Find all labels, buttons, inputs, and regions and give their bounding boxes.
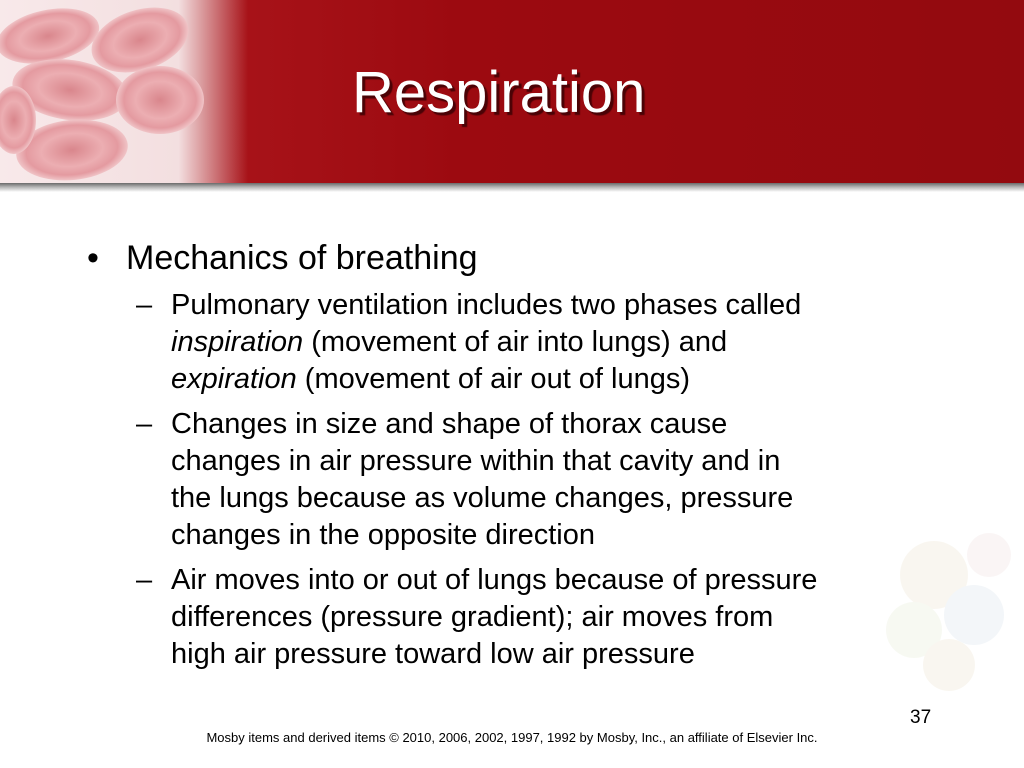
- sub-bullet-1-line-2-text: (movement of air into lungs) and: [303, 326, 728, 358]
- bullet-heading: Mechanics of breathing: [126, 239, 478, 277]
- slide-title: Respiration: [352, 60, 646, 125]
- sub-bullet-dash: –: [136, 408, 153, 440]
- sub-bullet-dash: –: [136, 564, 153, 596]
- copyright-notice: Mosby items and derived items © 2010, 2006, 2002, 1997, 1992 by Mosby, Inc., an affiliate of Elsevier Inc.: [206, 730, 818, 745]
- slide-number: 37: [910, 707, 932, 728]
- sub-bullet-3-line-2: differences (pressure gradient); air moves from: [171, 601, 774, 633]
- bullet-dot: •: [87, 239, 99, 277]
- sub-bullet-2-line-3: the lungs because as volume changes, pressure: [171, 482, 794, 514]
- sub-bullet-1-line-3-text: (movement of air out of lungs): [296, 363, 691, 395]
- sub-bullet-3-line-1: Air moves into or out of lungs because of pressure: [171, 564, 818, 596]
- sub-bullet-1-line-3: [171, 361, 690, 398]
- sub-bullet-3-line-3: high air pressure toward low air pressure: [171, 638, 695, 670]
- sub-bullet-2-line-2: changes in air pressure within that cavity and in: [171, 445, 781, 477]
- sub-bullet-2-line-4: changes in the opposite direction: [171, 519, 596, 551]
- term-inspiration: inspiration: [171, 326, 304, 358]
- sub-bullet-1-line-2: [171, 324, 727, 361]
- term-expiration: expiration: [171, 363, 297, 395]
- sub-bullet-2-line-1: Changes in size and shape of thorax cause: [171, 408, 728, 440]
- sub-bullet-1-line-1: Pulmonary ventilation includes two phases called: [171, 289, 802, 321]
- sub-bullet-dash: –: [136, 289, 153, 321]
